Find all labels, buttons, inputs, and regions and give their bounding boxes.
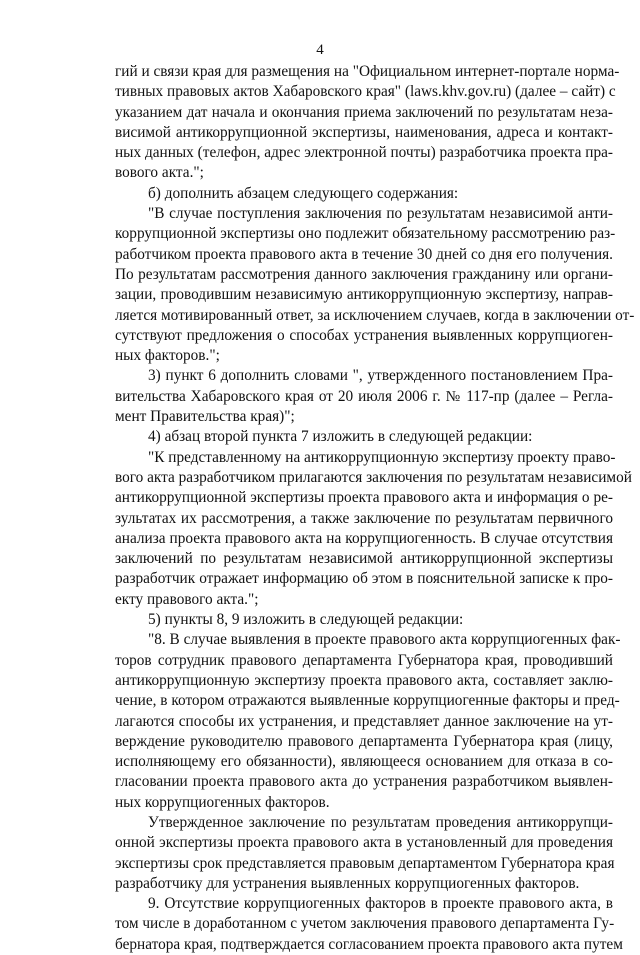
text-line: ных коррупциогенных факторов. <box>115 793 330 811</box>
text-line: ляется мотивированный ответ, за исключением случаев, когда в заключении от- <box>115 306 635 324</box>
text-line: бернатора края, подтверждается согласованием проекта правового акта путем <box>115 935 623 953</box>
text-line: "В случае поступления заключения по результатам независимой анти- <box>148 205 613 223</box>
text-line: мент Правительства края)"; <box>115 408 295 426</box>
document-body <box>115 62 635 955</box>
text-line: экспертизы срок представляется правовым департаментом Губернатора края <box>115 854 615 872</box>
text-line: зультатах их рассмотрения, а также заключение по результатам первичного <box>115 509 613 527</box>
text-line: чение, в котором отражаются выявленные коррупциогенные факторы и пред- <box>115 692 620 710</box>
text-line: гий и связи края для размещения на "Официальном интернет-портале норма- <box>115 63 620 80</box>
text-line: ных данных (телефон, адрес электронной почты) разработчика проекта пра- <box>115 144 613 162</box>
text-line: торов сотрудник правового департамента Губернатора края, проводивший <box>115 651 613 669</box>
text-line: Утвержденное заключение по результатам проведения антикоррупци- <box>148 813 613 831</box>
page-number: 4 <box>316 42 324 58</box>
text-line: 3) пункт 6 дополнить словами ", утвержденного постановлением Пра- <box>148 367 613 385</box>
text-line: сутствуют предложения о способах устранения выявленных коррупциоген- <box>115 326 613 344</box>
text-line: гласовании проекта правового акта до устранения разработчиком выявлен- <box>115 773 613 791</box>
text-line: разработчик отражает информацию об этом в пояснительной записке к про- <box>115 570 613 588</box>
text-line: висимой антикоррупционной экспертизы, наименования, адреса и контакт- <box>115 123 613 141</box>
text-line: 5) пункты 8, 9 изложить в следующей редакции: <box>148 611 464 629</box>
text-line: 4) абзац второй пункта 7 изложить в следующей редакции: <box>148 428 533 446</box>
text-line: верждение руководителю правового департамента Губернатора края (лицу, <box>115 732 613 750</box>
text-line: б) дополнить абзацем следующего содержания: <box>148 184 459 202</box>
text-line: вого акта разработчиком прилагаются заключения по результатам независимой <box>115 468 632 486</box>
text-line: указанием дат начала и окончания приема заключений по результатам неза- <box>115 103 613 121</box>
text-line: екту правового акта."; <box>115 590 259 608</box>
text-line: работчиком проекта правового акта в течение 30 дней со дня его получения. <box>115 245 613 263</box>
text-line: антикоррупционной экспертизы проекта правового акта и информация о ре- <box>115 489 613 507</box>
text-line: онной экспертизы проекта правового акта в установленный для проведения <box>115 834 613 852</box>
text-line: По результатам рассмотрения данного заключения гражданину или органи- <box>115 265 613 283</box>
text-line: лагаются способы их устранения, и представляет данное заключение на ут- <box>115 712 613 730</box>
text-line: разработчику для устранения выявленных коррупциогенных факторов. <box>115 874 580 892</box>
text-line: ных факторов."; <box>115 347 220 365</box>
text-line: вового акта."; <box>115 164 204 182</box>
text-line: исполняющему его обязанности), являющееся основанием для отказа в со- <box>115 753 613 771</box>
text-line: тивных правовых актов Хабаровского края" (laws.khv.gov.ru) (далее – сайт) с <box>115 83 616 101</box>
text-line: "8. В случае выявления в проекте правового акта коррупциогенных фак- <box>148 631 621 649</box>
text-line: заключений по результатам независимой антикоррупционной экспертизы <box>115 550 613 568</box>
text-line: анализа проекта правового акта на коррупциогенность. В случае отсутствия <box>115 529 613 547</box>
text-line: 9. Отсутствие коррупциогенных факторов в проекте правового акта, в <box>148 895 613 913</box>
text-line: коррупционной экспертизы оно подлежит обязательному рассмотрению раз- <box>115 225 616 243</box>
text-line: зации, проводившим независимую антикоррупционную экспертизу, направ- <box>115 286 613 304</box>
text-line: антикоррупционную экспертизу проекта правового акта, составляет заклю- <box>115 671 613 689</box>
text-line: вительства Хабаровского края от 20 июля 2006 г. № 117-пр (далее – Регла- <box>115 387 613 405</box>
text-line: том числе в доработанном с учетом заключения правового департамента Гу- <box>115 915 615 933</box>
text-line: "К представленному на антикоррупционную экспертизу проекту право- <box>148 448 616 466</box>
